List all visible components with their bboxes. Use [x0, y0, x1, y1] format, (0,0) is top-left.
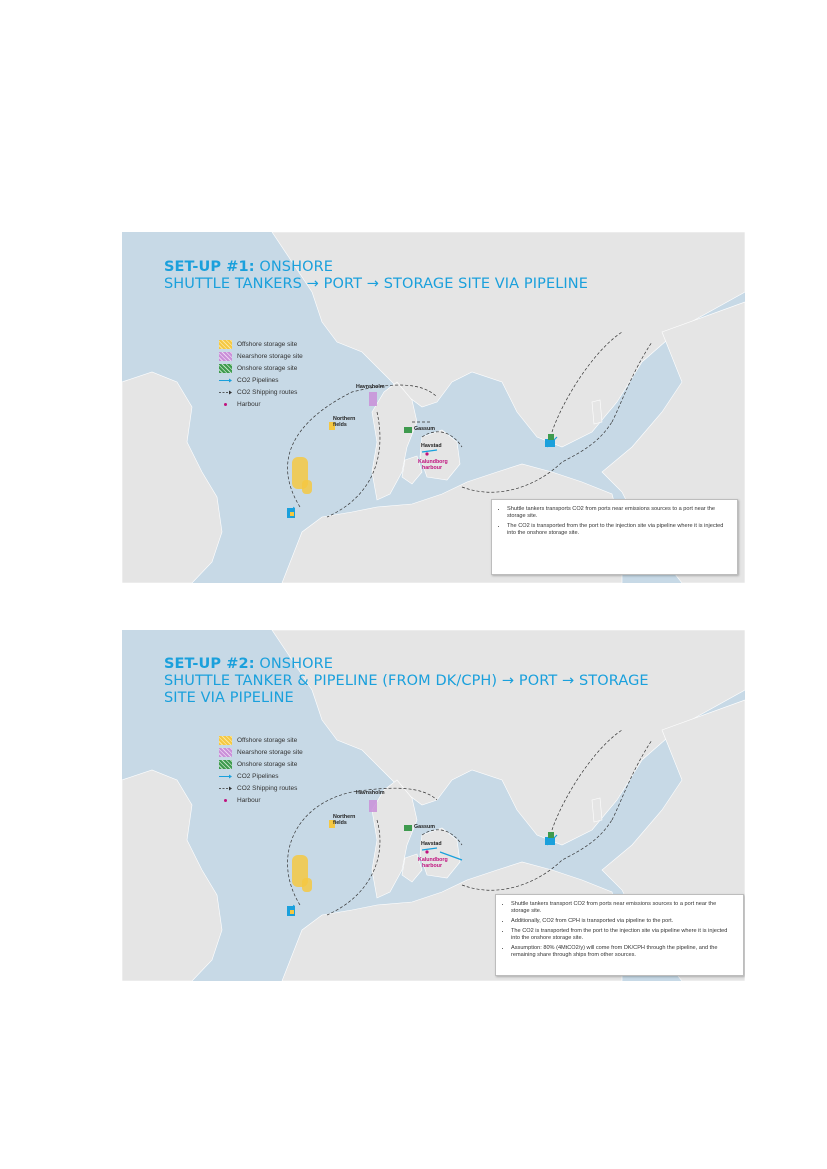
label-havstad: Havstad [421, 841, 442, 847]
label-havstad: Havstad [421, 443, 442, 449]
legend-item [219, 386, 303, 398]
legend-item [219, 794, 303, 806]
land-britain [122, 372, 222, 583]
pipeline-arrow-icon [219, 772, 232, 781]
nearshore-storage-site [369, 392, 377, 406]
offshore-swatch [219, 736, 232, 745]
pipeline-arrow-icon [219, 376, 232, 385]
legend-item [219, 782, 303, 794]
legend-label: Nearshore storage site [237, 352, 303, 360]
slide-setup-1 [122, 232, 745, 583]
onshore-swatch [219, 760, 232, 769]
label-northern: Northern [333, 814, 356, 820]
label-harbour-name: Kalundborg [418, 459, 448, 465]
shipping-arrow-icon [219, 388, 232, 397]
onshore-storage-site [404, 427, 412, 433]
title-bold: SET-UP #1: [164, 259, 255, 275]
land-britain [122, 770, 222, 981]
offshore-storage-site [302, 878, 312, 892]
legend-item [219, 374, 303, 386]
legend-item [219, 350, 303, 362]
label-harbour-name: Kalundborg [418, 857, 448, 863]
shipping-arrow-icon [219, 784, 232, 793]
onshore-storage-site [404, 825, 412, 831]
callout-item: • Shuttle tankers transports CO2 from ports near emissions sources to a port near the storage site. [507, 506, 729, 520]
onshore-swatch [219, 364, 232, 373]
legend-item [219, 758, 303, 770]
callout-item: • Additionally, CO2 from CPH is transported via pipeline to the port. [511, 918, 735, 925]
label-hanstholm: Havnsholm [356, 384, 385, 390]
label-harbour-sub: harbour [422, 465, 443, 471]
legend-item [219, 770, 303, 782]
map-legend [219, 734, 303, 806]
land-gotland [592, 400, 602, 424]
legend-label: Harbour [237, 796, 261, 804]
slide-title [164, 259, 588, 293]
slide-title [164, 656, 649, 707]
harbour-dot-icon [219, 796, 232, 805]
label-hanstholm: Havnsholm [356, 790, 385, 796]
title-rest: ONSHORE [254, 259, 334, 275]
nearshore-swatch [219, 352, 232, 361]
harbour-dot-icon [219, 400, 232, 409]
offshore-storage-site [302, 480, 312, 494]
legend-label: Offshore storage site [237, 340, 298, 348]
map-legend [219, 338, 303, 410]
info-callout [495, 894, 744, 976]
callout-item: • Shuttle tankers transport CO2 from ports near emissions sources to a port near the storage site. [511, 901, 735, 915]
offshore-swatch [219, 340, 232, 349]
legend-item [219, 746, 303, 758]
legend-label: Nearshore storage site [237, 748, 303, 756]
title-line3: SITE VIA PIPELINE [164, 690, 294, 706]
legend-item [219, 734, 303, 746]
legend-item [219, 398, 303, 410]
legend-item [219, 362, 303, 374]
nearshore-storage-site [369, 800, 377, 812]
label-gassum: Gassum [414, 824, 435, 830]
legend-label: Onshore storage site [237, 364, 298, 372]
harbour-dot [425, 452, 428, 455]
land-gotland [592, 798, 602, 822]
callout-item: • The CO2 is transported from the port to the injection site via pipeline where it is injected into the onshore storage site. [511, 928, 735, 942]
legend-item [219, 338, 303, 350]
label-northern: Northern [333, 416, 356, 422]
harbour-dot [425, 850, 428, 853]
legend-label: Onshore storage site [237, 760, 298, 768]
title-bold: SET-UP #2: [164, 656, 255, 672]
nearshore-swatch [219, 748, 232, 757]
legend-label: CO2 Shipping routes [237, 388, 298, 396]
legend-label: CO2 Shipping routes [237, 784, 298, 792]
slide-setup-2 [122, 630, 745, 981]
legend-label: Offshore storage site [237, 736, 298, 744]
label-fields: fields [333, 820, 347, 826]
legend-label: CO2 Pipelines [237, 772, 279, 780]
legend-label: Harbour [237, 400, 261, 408]
callout-item: • Assumption: 80% (4MtCO2/y) will come from DK/CPH through the pipeline, and the remaining share through ships from other sources. [511, 945, 735, 959]
callout-item: • The CO2 is transported from the port to the injection site via pipeline where it is injected into the onshore storage site. [507, 523, 729, 537]
info-callout [491, 499, 738, 575]
title-rest: ONSHORE [254, 656, 334, 672]
title-line2: SHUTTLE TANKER & PIPELINE (FROM DK/CPH) → PORT → STORAGE [164, 673, 649, 689]
legend-label: CO2 Pipelines [237, 376, 279, 384]
label-harbour-sub: harbour [422, 863, 443, 869]
title-line2: SHUTTLE TANKERS → PORT → STORAGE SITE VIA PIPELINE [164, 276, 588, 292]
label-fields: fields [333, 422, 347, 428]
label-gassum: Gassum [414, 426, 435, 432]
